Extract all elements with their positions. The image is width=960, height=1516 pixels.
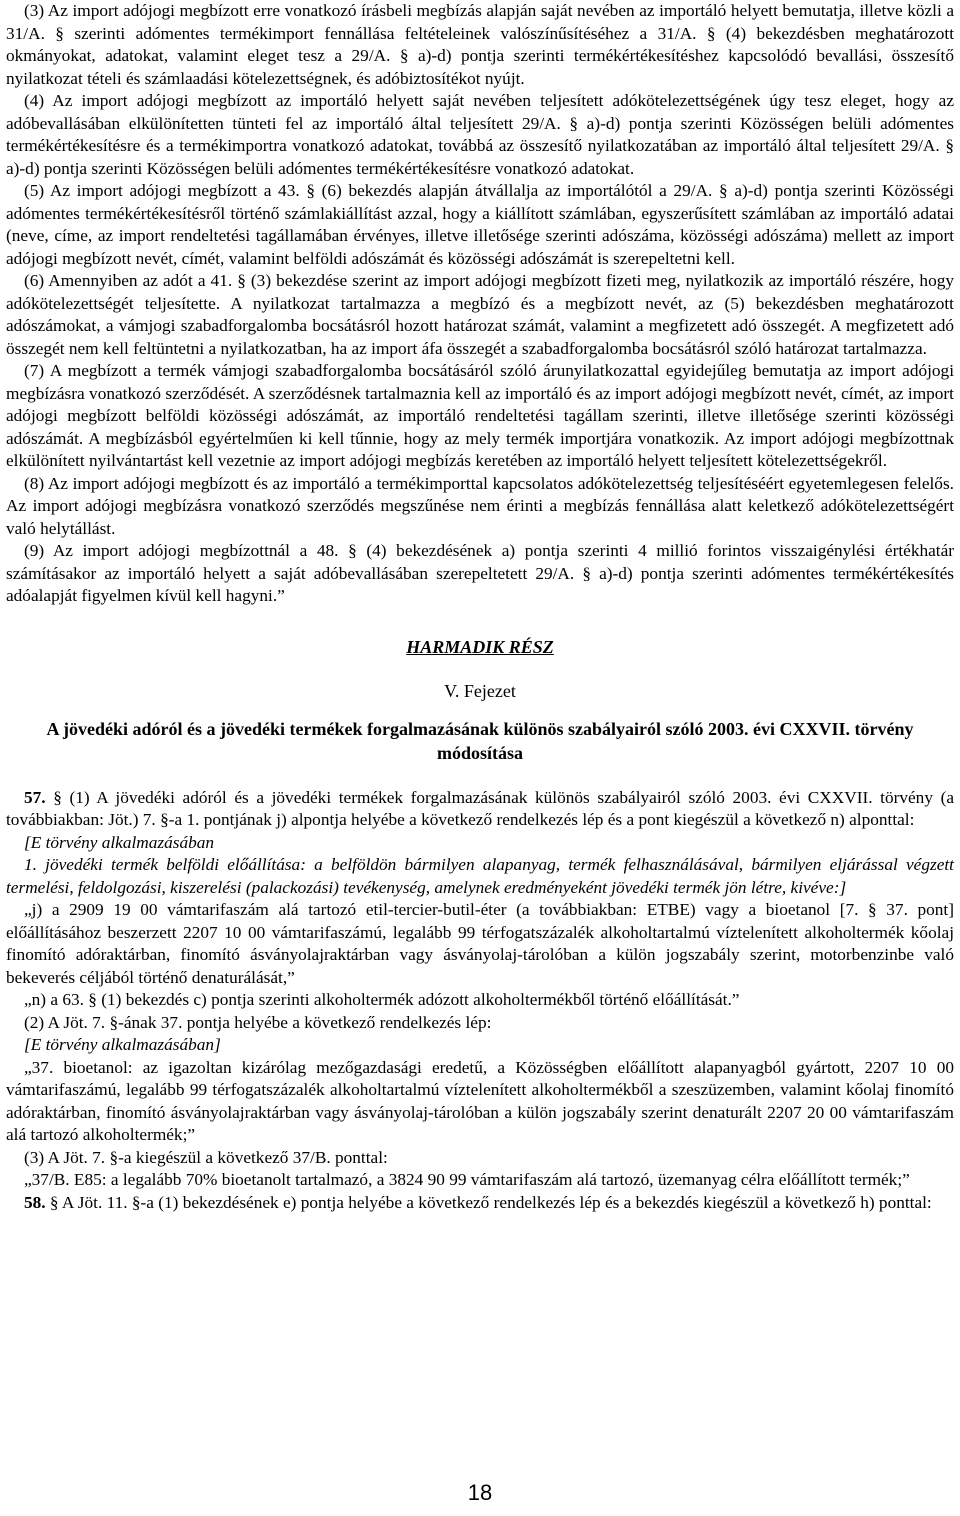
chapter-title: V. Fejezet <box>444 681 516 701</box>
paragraph: „37/B. E85: a legalább 70% bioetanolt tartalmazó, a 3824 90 99 vámtarifaszám alá tartozó, üzemanyag célra előállított termék;” <box>24 1170 910 1189</box>
paragraph: (7) A megbízott a termék vámjogi szabadforgalomba bocsátásáról szóló árunyilatkozattal egyidejűleg bemutatja az import adójogi megbízásra vonatkozó szerződését. A szerződésnek tartalmaznia kell az importáló és az import adójogi megbízott nevét, címét, az import adójogi megbízott belföldi közösségi adószámát, az importáló rendeltetési tagállam szerinti, illetve illetősége szerinti közösségi adószámát. A megbízásból egyértelműen ki kell tűnnie, hogy az mely termék importjára vonatkozik. Az import adójogi megbízottnak elkülönített nyilvántartást kell vezetnie az import adójogi megbízás keretében az importáló helyett teljesített kötelezettségekről. <box>6 361 954 470</box>
paragraph: [E törvény alkalmazásában] <box>24 1035 221 1054</box>
section-57 <box>6 787 954 832</box>
paragraphs-top <box>6 0 954 608</box>
paragraph: (9) Az import adójogi megbízottnál a 48. § (4) bekezdésének a) pontja szerinti 4 millió forintos visszaigénylési értékhatár számításakor az importáló helyett a saját adóbevallásában szerepeltetett 29/A. § a)-d) pontja szerinti adómentes termékértékesítés adóalapját figyelmen kívül kell hagyni.” <box>6 541 954 605</box>
page-number: 18 <box>467 1480 493 1505</box>
paragraphs-mid <box>6 832 954 1192</box>
paragraph: „37. bioetanol: az igazoltan kizárólag mezőgazdasági eredetű, a Közösségben előállított alapanyagból gyártott, 2207 10 00 vámtarifaszámú, legalább 99 térfogatszázalék alkoholtartalmú víztelenített alkoholtermékből a szeszüzemben, valamint kőolaj finomító adóraktárban, finomító ásványolajraktárban vagy ásványolaj-tárolóban a külön jogszabály szerint denaturált 2207 20 00 vámtarifaszám alá tartozó alkoholtermék;” <box>6 1057 954 1144</box>
paragraph: [E törvény alkalmazásában <box>24 832 215 852</box>
law-title: A jövedéki adóról és a jövedéki termékek forgalmazásának különös szabályairól szóló 2003. évi CXXVII. törvény módosítása <box>46 718 914 763</box>
paragraph: (3) Az import adójogi megbízott erre vonatkozó írásbeli megbízás alapján saját nevében az importáló helyett bemutatja, illetve közli a 31/A. § szerinti adómentes termékimport fennállása feltételeinek valószínűsítéséhez a 31/A. § (4) bekezdésben meghatározott okmányokat, adatokat, valamint eleget tesz a 29/A. § a)-d) pontja szerinti termékértékesítéshez kapcsolódó bevallási, összesítő nyilatkozat tételi és számlaadási kötelezettségnek, és adóbiztosítékot nyújt. <box>6 1 954 88</box>
paragraph: (2) A Jöt. 7. §-ának 37. pontja helyébe a következő rendelkezés lép: <box>24 1012 492 1032</box>
part-title: HARMADIK RÉSZ <box>406 636 554 657</box>
paragraph: (4) Az import adójogi megbízott az importáló helyett saját nevében teljesített adókötelezettségének úgy tesz eleget, hogy az adóbevallásában elkülönítetten tünteti fel az importáló által teljesített 29/A. § a)-d) pontja szerinti Közösségen belüli adómentes termékértékesítésre és a termékimportra vonatkozó adatokat, továbbá az összesítő nyilatkozatában az importáló által teljesített 29/A. § a)-d) pontja szerinti Közösségen belüli adómentes termékértékesítésre vonatkozó adatokat. <box>6 91 954 178</box>
paragraph: (5) Az import adójogi megbízott a 43. § (6) bekezdés alapján átvállalja az importálótól a 29/A. § a)-d) pontja szerinti Közösségi adómentes termékértékesítésről történő számlakiállítást azzal, hogy a kiállított számlában, egyszerűsített számlában az importáló adatai (neve, címe, az import rendeltetési tagállamában érvényes, illetve illetősége szerinti adószáma, közösségi adószáma) mellett az import adójogi megbízott nevét, címét, valamint belföldi adószámát és közösségi adószámát is szerepeltetni kell. <box>6 181 954 268</box>
document-page <box>6 0 954 1214</box>
paragraph: (3) A Jöt. 7. §-a kiegészül a következő 37/B. ponttal: <box>24 1147 388 1167</box>
section-number: 57. <box>24 787 46 807</box>
paragraph: 1. jövedéki termék belföldi előállítása: a belföldön bármilyen alapanyag, termék felhasználásával, bármilyen eljárással végzett termelési, feldolgozási, kiszerelési (palackozási) tevékenység, amelynek eredményeként jövedéki termék jön létre, kivéve:] <box>6 855 954 897</box>
section-number: 58. <box>24 1192 46 1212</box>
paragraph: (8) Az import adójogi megbízott és az importáló a termékimporttal kapcsolatos adókötelezettség teljesítéséért egyetemlegesen felelős. Az import adójogi megbízásra vonatkozó szerződés megszűnése nem érinti a megbízás fennállása alatt keletkező adókötelezettségért való helytállást. <box>6 473 954 538</box>
section-text: § A Jöt. 11. §-a (1) bekezdésének e) pontja helyébe a következő rendelkezés lép és a bekezdés kiegészül a következő h) ponttal: <box>45 1192 932 1212</box>
paragraph: „n) a 63. § (1) bekezdés c) pontja szerinti alkoholtermék adózott alkoholtermékből történő előállítását.” <box>24 990 740 1009</box>
section-text: § (1) A jövedéki adóról és a jövedéki termékek forgalmazásának különös szabályairól szóló 2003. évi CXXVII. törvény (a továbbiakban: Jöt.) 7. §-a 1. pontjának j) alpontja helyébe a következő rendelkezés lép és a pont kiegészül a következő n) alponttal: <box>6 787 954 829</box>
section-58 <box>6 1192 954 1215</box>
paragraph: (6) Amennyiben az adót a 41. § (3) bekezdése szerint az import adójogi megbízott fizeti meg, nyilatkozik az importáló részére, hogy adókötelezettségét teljesítette. A nyilatkozat tartalmazza a megbízó és a megbízott nevét, az (5) bekezdésben meghatározott adószámokat, a vámjogi szabadforgalomba bocsátásról hozott határozat számát, valamint a megfizetett adó összegét. A megfizetett adó összegét nem kell feltüntetni a nyilatkozatban, ha az import áfa összegét a szabadforgalomba bocsátásról szóló határozat tartalmazza. <box>6 271 954 358</box>
paragraph: „j) a 2909 19 00 vámtarifaszám alá tartozó etil-tercier-butil-éter (a továbbiakban: ETBE) vagy a bioetanol [7. § 37. pont] előállításához beszerzett 2207 10 00 vámtarifaszámú, legalább 99 térfogatszázalék alkoholtartalmú víztelenített alkoholtermék kőolaj finomító adóraktárban, finomító ásványolajraktárban vagy ásványolaj-tárolóban a külön jogszabály szerint, motorbenzinbe való bekeverés céljából történő denaturálását,” <box>6 900 954 987</box>
